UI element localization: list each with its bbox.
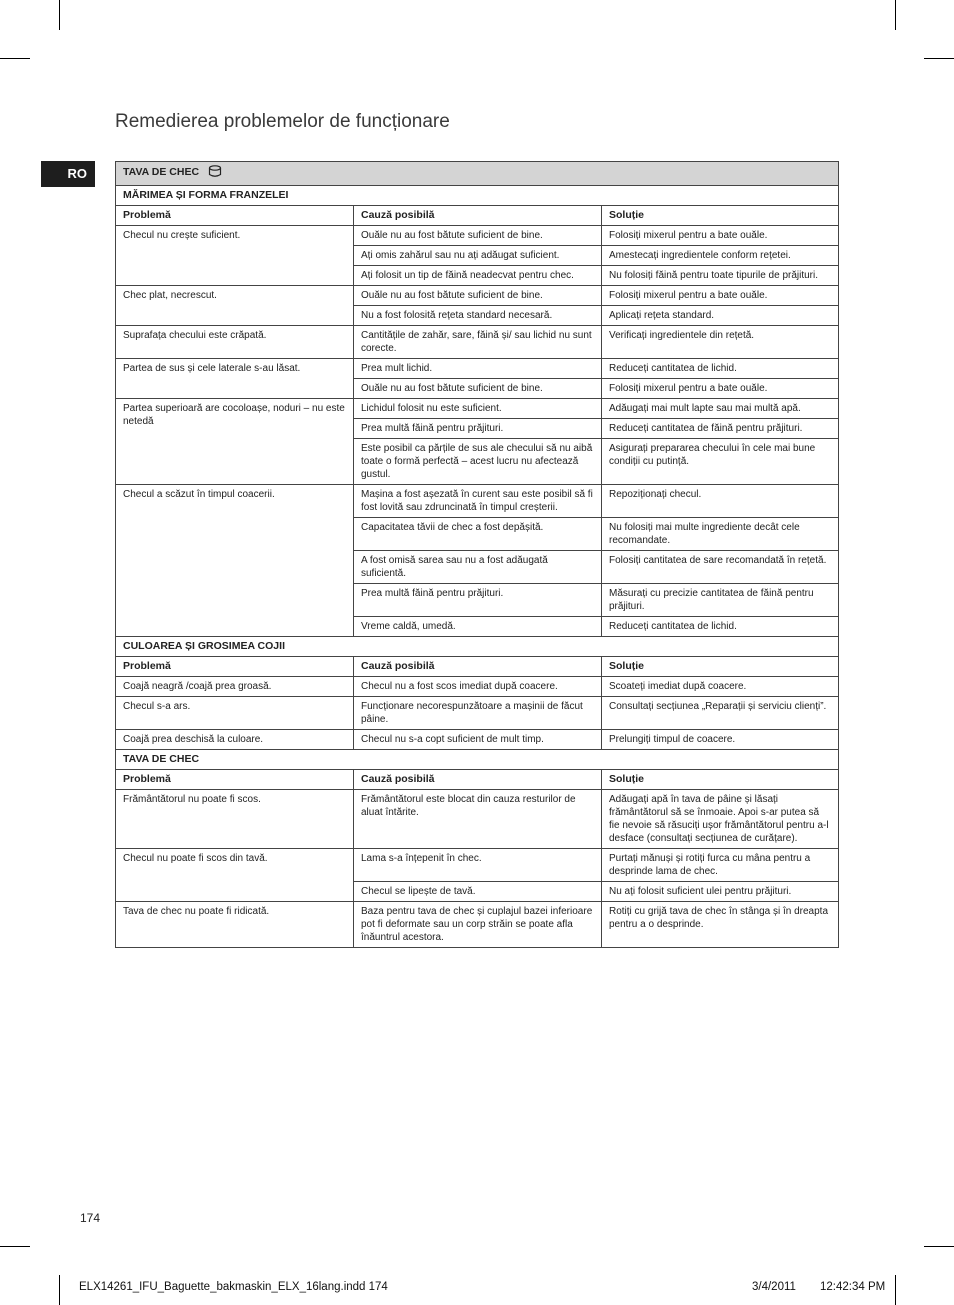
problem-cell: Partea superioară are cocoloașe, noduri – nu este netedă: [116, 399, 354, 485]
cause-cell: Ouăle nu au fost bătute suficient de bine.: [354, 286, 602, 306]
baking-pan-icon: [208, 165, 222, 182]
solution-cell: Amestecați ingredientele conform rețetei.: [602, 246, 839, 266]
crop-mark: [895, 0, 896, 30]
problem-cell: Checul nu crește suficient.: [116, 226, 354, 286]
section-title: MĂRIMEA ȘI FORMA FRANZELEI: [116, 186, 839, 206]
table-row: [116, 697, 839, 730]
section-title: CULOAREA ȘI GROSIMEA COJII: [116, 637, 839, 657]
crop-mark: [0, 1246, 30, 1247]
column-header-cause: Cauză posibilă: [354, 206, 602, 226]
problem-cell: Checul s-a ars.: [116, 697, 354, 730]
solution-cell: Prelungiți timpul de coacere.: [602, 730, 839, 750]
problem-cell: Tava de chec nu poate fi ridicată.: [116, 902, 354, 948]
solution-cell: Folosiți cantitatea de sare recomandată în rețetă.: [602, 551, 839, 584]
table-row: [116, 849, 839, 882]
section-title-row: [116, 186, 839, 206]
solution-cell: Asigurați prepararea checului în cele mai bune condiții cu putință.: [602, 439, 839, 485]
column-header-solution: Soluție: [602, 770, 839, 790]
footer-filename: ELX14261_IFU_Baguette_bakmaskin_ELX_16lang.indd 174: [79, 1281, 388, 1293]
table-row: [116, 226, 839, 246]
cause-cell: Checul se lipește de tavă.: [354, 882, 602, 902]
cause-cell: Nu a fost folosită rețeta standard necesară.: [354, 306, 602, 326]
cause-cell: Ați folosit un tip de făină neadecvat pentru chec.: [354, 266, 602, 286]
crop-mark: [59, 1275, 60, 1305]
solution-cell: Aplicați rețeta standard.: [602, 306, 839, 326]
section-title-row: [116, 750, 839, 770]
cause-cell: Funcționare necorespunzătoare a mașinii de făcut pâine.: [354, 697, 602, 730]
table-row: [116, 677, 839, 697]
banner-label: TAVA DE CHEC: [123, 166, 200, 178]
cause-cell: Lichidul folosit nu este suficient.: [354, 399, 602, 419]
crop-mark: [924, 58, 954, 59]
footer-date: 3/4/2011: [752, 1281, 796, 1293]
table-row: [116, 790, 839, 849]
cause-cell: Frământătorul este blocat din cauza resturilor de aluat întărite.: [354, 790, 602, 849]
problem-cell: Coajă prea deschisă la culoare.: [116, 730, 354, 750]
table-row: [116, 286, 839, 306]
cause-cell: Prea mult lichid.: [354, 359, 602, 379]
table-row: [116, 730, 839, 750]
table-row: [116, 359, 839, 379]
solution-cell: Adăugați apă în tava de pâine și lăsați frământătorul să se înmoaie. Apoi s-ar putea să fie nevoie să răsuciți ușor frământătorul pentru a-l desface (consultați secțiunea de curățare).: [602, 790, 839, 849]
column-header-row: [116, 657, 839, 677]
troubleshooting-table: [115, 161, 839, 948]
solution-cell: Nu ați folosit suficient ulei pentru prăjituri.: [602, 882, 839, 902]
solution-cell: Rotiți cu grijă tava de chec în stânga și în dreapta pentru a o desprinde.: [602, 902, 839, 948]
table-row: [116, 399, 839, 419]
crop-mark: [895, 1275, 896, 1305]
solution-cell: Adăugați mai mult lapte sau mai multă apă.: [602, 399, 839, 419]
language-tab: RO: [41, 161, 95, 187]
column-header-row: [116, 206, 839, 226]
cause-cell: Prea multă făină pentru prăjituri.: [354, 419, 602, 439]
solution-cell: Reduceți cantitatea de lichid.: [602, 617, 839, 637]
problem-cell: Coajă neagră /coajă prea groasă.: [116, 677, 354, 697]
cause-cell: Ați omis zahărul sau nu ați adăugat suficient.: [354, 246, 602, 266]
problem-cell: Chec plat, necrescut.: [116, 286, 354, 326]
page-title: Remedierea problemelor de funcționare: [115, 111, 450, 132]
table-row: [116, 902, 839, 948]
cause-cell: Ouăle nu au fost bătute suficient de bine.: [354, 226, 602, 246]
column-header-cause: Cauză posibilă: [354, 657, 602, 677]
cause-cell: Este posibil ca părțile de sus ale checului să nu aibă toate o formă perfectă – acest lucru nu afectează gustul.: [354, 439, 602, 485]
solution-cell: Măsurați cu precizie cantitatea de făină pentru prăjituri.: [602, 584, 839, 617]
cause-cell: Capacitatea tăvii de chec a fost depășită.: [354, 518, 602, 551]
cause-cell: Mașina a fost așezată în curent sau este posibil să fi fost lovită sau zdruncinată în timpul creșterii.: [354, 485, 602, 518]
column-header-cause: Cauză posibilă: [354, 770, 602, 790]
column-header-problem: Problemă: [116, 206, 354, 226]
solution-cell: Verificați ingredientele din rețetă.: [602, 326, 839, 359]
table-row: [116, 326, 839, 359]
cause-cell: Cantitățile de zahăr, sare, făină și/ sau lichid nu sunt corecte.: [354, 326, 602, 359]
crop-mark: [0, 58, 30, 59]
problem-cell: Suprafața checului este crăpată.: [116, 326, 354, 359]
column-header-solution: Soluție: [602, 657, 839, 677]
solution-cell: Folosiți mixerul pentru a bate ouăle.: [602, 379, 839, 399]
column-header-problem: Problemă: [116, 770, 354, 790]
cause-cell: Checul nu s-a copt suficient de mult timp.: [354, 730, 602, 750]
crop-mark: [924, 1246, 954, 1247]
solution-cell: Scoateți imediat după coacere.: [602, 677, 839, 697]
solution-cell: Repoziționați checul.: [602, 485, 839, 518]
cause-cell: Baza pentru tava de chec și cuplajul bazei inferioare pot fi deformate sau un corp străin se poate afla înăuntrul acestora.: [354, 902, 602, 948]
footer-time: 12:42:34 PM: [820, 1281, 886, 1293]
table-row: [116, 485, 839, 518]
solution-cell: Nu folosiți făină pentru toate tipurile de prăjituri.: [602, 266, 839, 286]
column-header-solution: Soluție: [602, 206, 839, 226]
solution-cell: Folosiți mixerul pentru a bate ouăle.: [602, 286, 839, 306]
crop-mark: [59, 0, 60, 30]
cause-cell: Lama s-a înțepenit în chec.: [354, 849, 602, 882]
cause-cell: Ouăle nu au fost bătute suficient de bine.: [354, 379, 602, 399]
section-title-row: [116, 637, 839, 657]
cause-cell: Prea multă făină pentru prăjituri.: [354, 584, 602, 617]
solution-cell: Consultați secțiunea „Reparații și serviciu clienți”.: [602, 697, 839, 730]
problem-cell: Partea de sus și cele laterale s-au lăsat.: [116, 359, 354, 399]
problem-cell: Frământătorul nu poate fi scos.: [116, 790, 354, 849]
cause-cell: A fost omisă sarea sau nu a fost adăugată suficientă.: [354, 551, 602, 584]
solution-cell: Purtați mănuși și rotiți furca cu mâna pentru a desprinde lama de chec.: [602, 849, 839, 882]
section-title: TAVA DE CHEC: [116, 750, 839, 770]
solution-cell: Folosiți mixerul pentru a bate ouăle.: [602, 226, 839, 246]
cause-cell: Vreme caldă, umedă.: [354, 617, 602, 637]
problem-cell: Checul a scăzut în timpul coacerii.: [116, 485, 354, 637]
solution-cell: Reduceți cantitatea de lichid.: [602, 359, 839, 379]
column-header-problem: Problemă: [116, 657, 354, 677]
problem-cell: Checul nu poate fi scos din tavă.: [116, 849, 354, 902]
table-banner: [116, 162, 839, 186]
column-header-row: [116, 770, 839, 790]
page-number: 174: [80, 1211, 101, 1225]
solution-cell: Nu folosiți mai multe ingrediente decât cele recomandate.: [602, 518, 839, 551]
solution-cell: Reduceți cantitatea de făină pentru prăjituri.: [602, 419, 839, 439]
cause-cell: Checul nu a fost scos imediat după coacere.: [354, 677, 602, 697]
